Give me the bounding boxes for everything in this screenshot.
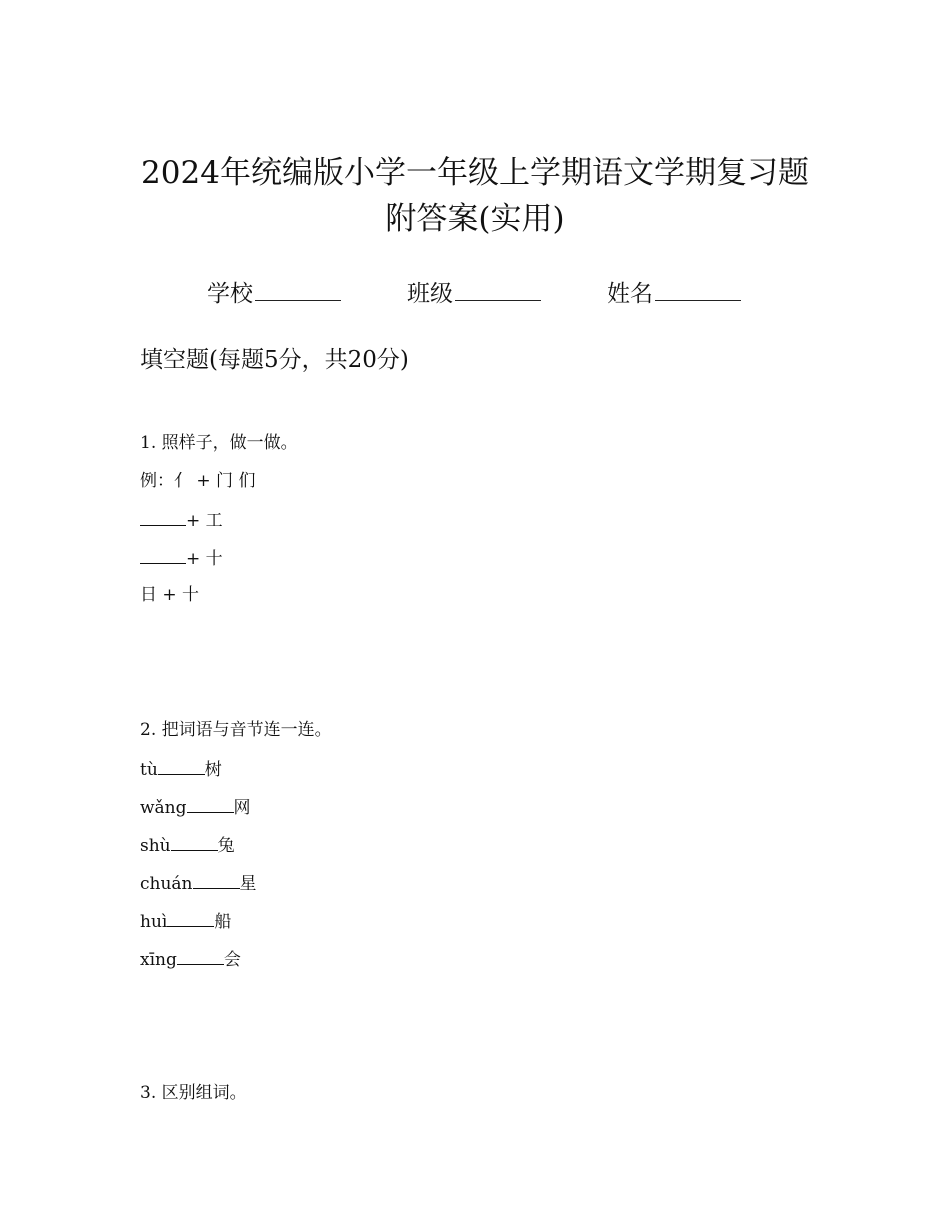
q1-row-2 <box>140 545 223 571</box>
q1-row-1 <box>140 507 223 533</box>
q3-prompt: 3. 区别组词。 <box>140 1083 247 1103</box>
q2-pair-1 <box>140 756 222 782</box>
q2-word: 船 <box>214 912 232 932</box>
q2-word: 星 <box>239 874 257 894</box>
q2-pinyin: tù <box>140 760 158 780</box>
q2-word: 网 <box>233 798 251 818</box>
title-line-2: 附答案(实用) <box>385 201 565 237</box>
q2-word: 树 <box>204 760 222 780</box>
class-label: 班级 <box>407 281 453 307</box>
q1-prompt: 1. 照样子，做一做。 <box>140 433 298 453</box>
name-field[interactable] <box>607 276 741 311</box>
q2-word: 会 <box>223 950 241 970</box>
q2-connect-line[interactable] <box>171 832 218 851</box>
class-blank[interactable] <box>455 276 541 301</box>
q2-connect-line[interactable] <box>167 908 214 927</box>
q1-row-1-suffix: + 工 <box>186 511 223 531</box>
q2-connect-line[interactable] <box>193 870 240 889</box>
q2-word: 兔 <box>217 836 235 856</box>
q1-row-1-blank[interactable] <box>140 507 186 526</box>
name-blank[interactable] <box>655 276 741 301</box>
q2-connect-line[interactable] <box>187 794 234 813</box>
q2-pair-5 <box>140 908 231 934</box>
page-title <box>0 150 950 242</box>
q2-pair-4 <box>140 870 257 896</box>
q1-row-3: 日 + 十 <box>140 585 200 605</box>
q1-example: 例：亻 + 门 们 <box>140 471 256 491</box>
school-label: 学校 <box>207 281 253 307</box>
q2-pair-6 <box>140 946 241 972</box>
title-line-1: 2024年统编版小学一年级上学期语文学期复习题 <box>141 155 809 191</box>
q1-row-2-blank[interactable] <box>140 545 186 564</box>
section-heading: 填空题(每题5分，共20分) <box>140 347 409 373</box>
school-field[interactable] <box>207 276 341 311</box>
q2-pair-3 <box>140 832 235 858</box>
q2-pinyin: xīng <box>140 950 177 970</box>
q2-pinyin: chuán <box>140 874 193 894</box>
q2-connect-line[interactable] <box>158 756 205 775</box>
q2-pinyin: huì <box>140 912 168 932</box>
q1-row-2-suffix: + 十 <box>186 549 223 569</box>
q2-pair-2 <box>140 794 251 820</box>
name-label: 姓名 <box>607 281 653 307</box>
class-field[interactable] <box>407 276 541 311</box>
q2-pinyin: shù <box>140 836 171 856</box>
q2-prompt: 2. 把词语与音节连一连。 <box>140 720 332 740</box>
q2-connect-line[interactable] <box>177 946 224 965</box>
q2-pinyin: wǎng <box>140 798 187 818</box>
school-blank[interactable] <box>255 276 341 301</box>
